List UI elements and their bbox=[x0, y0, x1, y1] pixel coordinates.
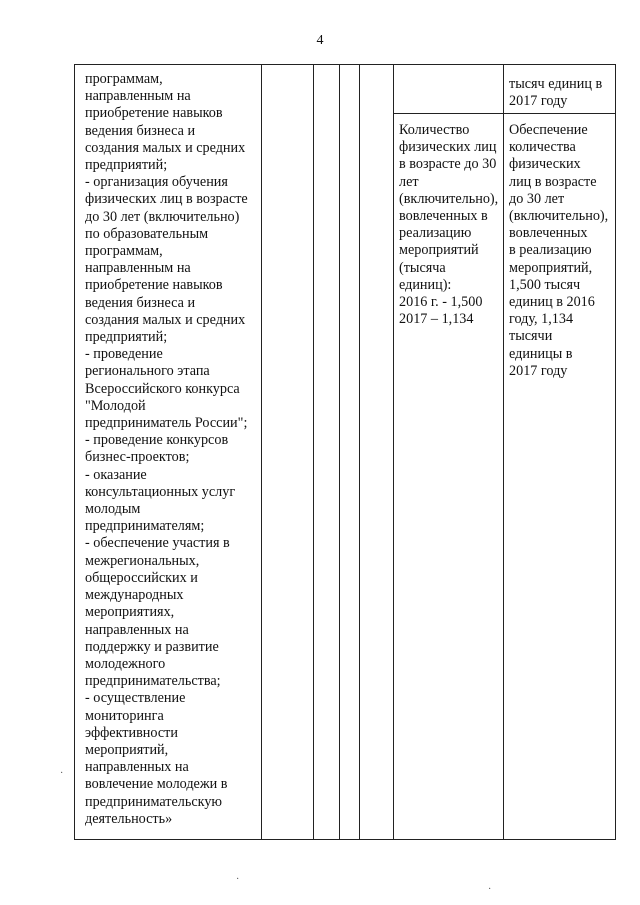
column-divider bbox=[339, 65, 340, 839]
column-divider bbox=[359, 65, 360, 839]
row-divider bbox=[393, 113, 615, 114]
scan-speck: · bbox=[236, 874, 240, 885]
column-divider bbox=[393, 65, 394, 839]
activities-list-cell: программам, направленным на приобретение навыков ведения бизнеса и создания малых и средних предприятий; - организация обучения физических лиц в возрасте до 30 лет (включительно) по образовательным программам, направленным на приобретение навыков ведения бизнеса и создания малых и средних предприятий; - проведение регионального этапа Всероссийского конкурса "Молодой предприниматель России"; - проведение конкурсов бизнес-проектов; - оказание консультационных услуг молодым предпринимателям; - обеспечение участия в межрегиональных, общероссийских и международных мероприятиях, направленных на поддержку и развитие молодежного предпринимательства; - осуществление мониторинга эффективности мероприятий, направленных на вовлечение молодежи в предпринимательскую деятельность» bbox=[85, 71, 248, 827]
program-table bbox=[74, 64, 616, 840]
indicator-cell: Количество физических лиц в возрасте до 30 лет (включительно), вовлеченных в реализацию мероприятий (тысяча единиц): 2016 г. - 1,500 2017 – 1,134 bbox=[399, 122, 499, 328]
column-divider bbox=[313, 65, 314, 839]
scan-speck: · bbox=[60, 768, 64, 779]
page-number: 4 bbox=[316, 33, 324, 48]
scan-speck: · bbox=[488, 884, 492, 895]
result-continuation-cell: тысяч единиц в 2017 году bbox=[509, 76, 603, 110]
expected-result-cell: Обеспечение количества физических лиц в возрасте до 30 лет (включительно), вовлеченных в реализацию мероприятий, 1,500 тысяч единиц в 2016 году, 1,134 тысячи единицы в 2017 году bbox=[509, 122, 609, 379]
